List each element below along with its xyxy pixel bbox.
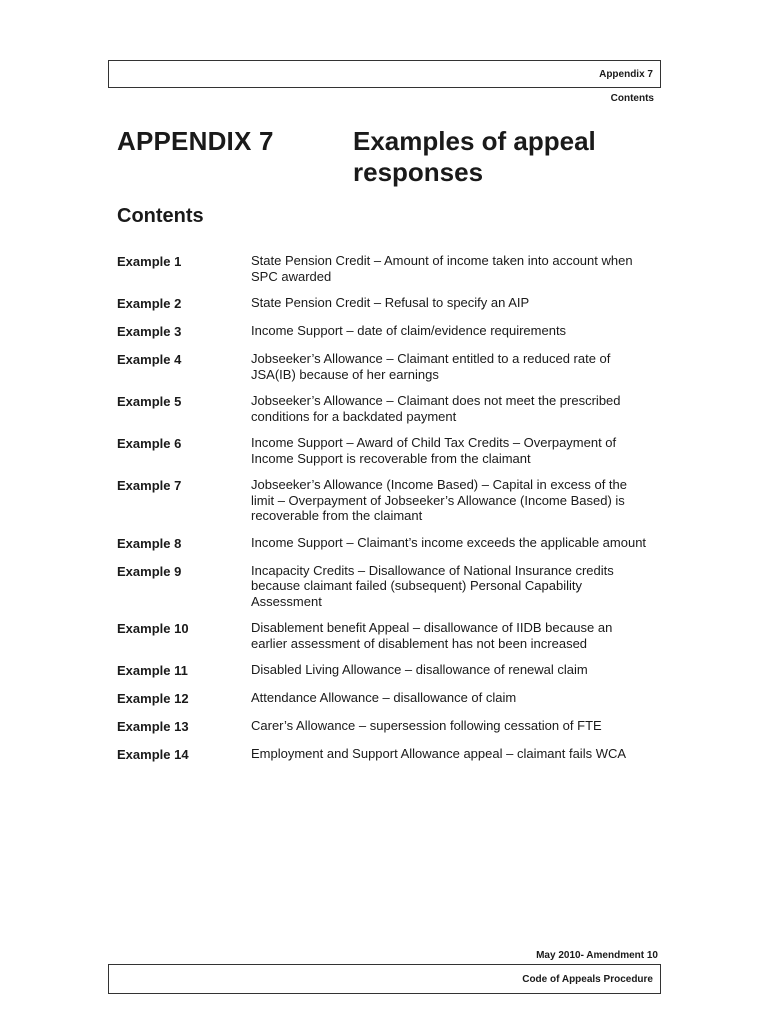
page-title: Examples of appeal responses	[353, 126, 596, 187]
toc-example-description: Income Support – date of claim/evidence requirements	[251, 323, 567, 338]
toc-example-description: Employment and Support Allowance appeal – claimant fails WCA	[251, 746, 627, 761]
toc-example-description: Disablement benefit Appeal – disallowance of IIDB because an earlier assessment of disablement has not been increased	[251, 620, 613, 651]
header-contents-label: Contents	[610, 93, 654, 104]
toc-row	[117, 690, 662, 707]
toc-row	[117, 662, 662, 679]
contents-heading: Contents	[117, 205, 204, 227]
toc-example-description: Jobseeker’s Allowance – Claimant entitled to a reduced rate of JSA(IB) because of her earnings	[251, 351, 611, 382]
toc-row	[117, 253, 662, 284]
toc-example-label: Example 8	[117, 535, 182, 551]
toc-row	[117, 620, 662, 651]
toc-example-label: Example 10	[117, 621, 189, 636]
toc-example-label: Example 2	[117, 296, 182, 311]
toc-row	[117, 563, 662, 610]
toc-example-label: Example 11	[117, 663, 188, 678]
toc-example-label: Example 1	[117, 254, 182, 269]
toc-row	[117, 323, 662, 340]
toc-row	[117, 746, 662, 763]
toc-example-label: Example 6	[117, 436, 182, 451]
header-box	[108, 60, 661, 88]
toc-example-description: Incapacity Credits – Disallowance of National Insurance credits because claimant failed (subsequent) Personal Capability Assessment	[251, 562, 614, 609]
toc-example-description: Jobseeker’s Allowance – Claimant does not meet the prescribed conditions for a backdated payment	[251, 393, 621, 424]
toc-example-label: Example 3	[117, 324, 182, 339]
toc-row	[117, 351, 662, 382]
toc-row	[117, 477, 662, 524]
header-appendix-label: Appendix 7	[599, 69, 653, 80]
footer-date-label: May 2010- Amendment 10	[536, 950, 658, 961]
toc-example-description: State Pension Credit – Refusal to specify an AIP	[251, 295, 530, 310]
toc-example-description: State Pension Credit – Amount of income taken into account when SPC awarded	[251, 253, 633, 284]
toc-example-label: Example 12	[117, 691, 189, 706]
table-of-contents	[117, 253, 662, 774]
toc-row	[117, 718, 662, 735]
toc-example-label: Example 9	[117, 563, 182, 579]
toc-example-description: Disabled Living Allowance – disallowance of renewal claim	[251, 662, 588, 677]
toc-example-description: Carer’s Allowance – supersession following cessation of FTE	[251, 718, 602, 733]
toc-example-label: Example 13	[117, 719, 189, 734]
toc-example-description: Attendance Allowance – disallowance of claim	[251, 690, 517, 705]
toc-example-description: Jobseeker’s Allowance (Income Based) – Capital in excess of the limit – Overpayment of Jobseeker’s Allowance (Income Based) is recoverable from the claimant	[251, 477, 627, 523]
toc-row	[117, 295, 662, 312]
footer-document-label: Code of Appeals Procedure	[522, 974, 653, 985]
toc-example-description: Income Support – Award of Child Tax Credits – Overpayment of Income Support is recoverable from the claimant	[251, 435, 617, 466]
toc-example-label: Example 14	[117, 747, 189, 762]
footer-box	[108, 964, 661, 994]
toc-example-description: Income Support – Claimant’s income exceeds the applicable amount	[251, 534, 647, 550]
toc-row	[117, 535, 662, 552]
appendix-title: APPENDIX 7	[117, 126, 274, 156]
toc-example-label: Example 4	[117, 352, 182, 367]
toc-row	[117, 393, 662, 424]
toc-row	[117, 435, 662, 466]
toc-example-label: Example 7	[117, 478, 182, 493]
toc-example-label: Example 5	[117, 394, 182, 409]
